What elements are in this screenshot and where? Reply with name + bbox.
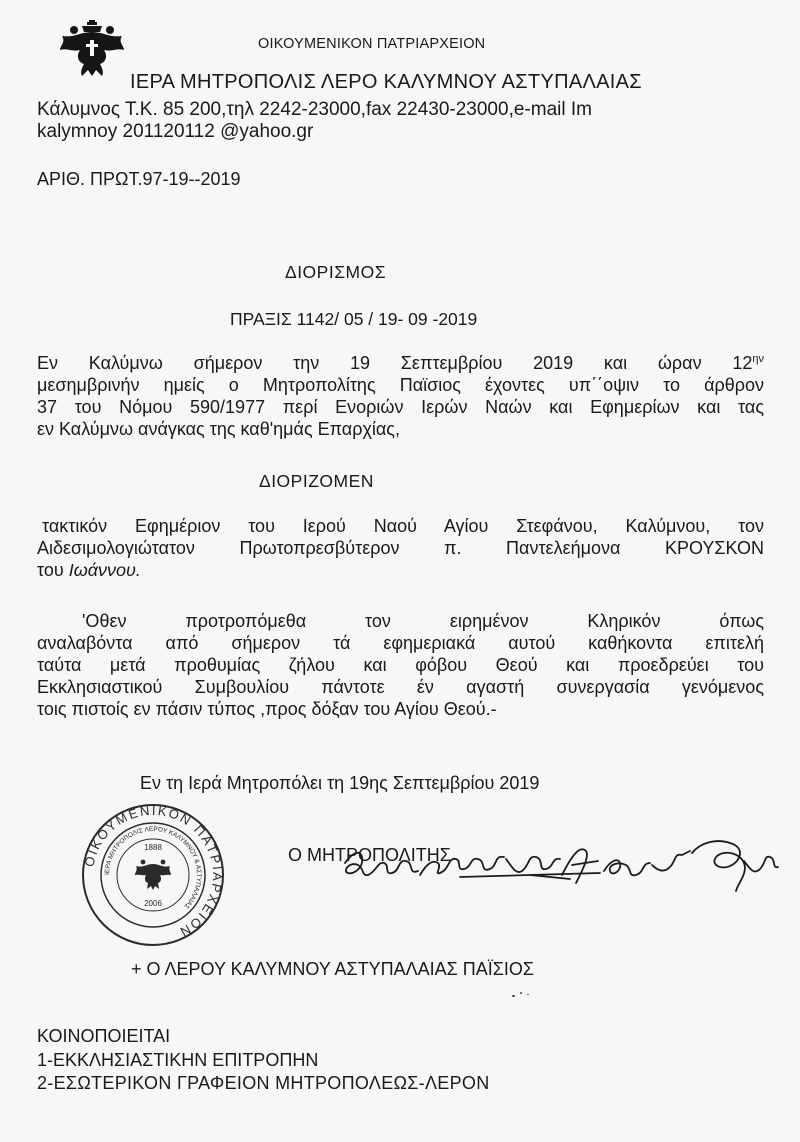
handwritten-signature bbox=[340, 835, 780, 910]
distribution-item: 2-ΕΣΩΤΕΡΙΚΟΝ ΓΡΑΦΕΙΟΝ ΜΗΤΡΟΠΟΛΕΩΣ-ΛΕΡΟΝ bbox=[37, 1073, 490, 1093]
paragraph-appointee bbox=[37, 515, 764, 581]
paragraph-line: αναλαβόντα από σήμερον τά εφημεριακά αυτού καθήκοντα επιτελή bbox=[37, 633, 764, 653]
seal-year-top: 1888 bbox=[144, 843, 162, 852]
seal-year-bottom: 2006 bbox=[144, 899, 162, 908]
distribution-item: 1-ΕΚΚΛΗΣΙΑΣΤΙΚΗΝ ΕΠΙΤΡΟΠΗΝ bbox=[37, 1050, 319, 1070]
paragraph-exhortation-first bbox=[82, 610, 764, 632]
paragraph-line: τοις πιστοίς εν πάσιν τύπος ,προς δόξαν του Αγίου Θεού.- bbox=[37, 699, 497, 719]
act-number: ΠΡΑΞΙΣ 1142/ 05 / 19- 09 -2019 bbox=[230, 309, 478, 329]
paragraph-line: ταύτα μετά προθυμίας ζήλου και φόβου Θεού και προεδρεύει του bbox=[37, 655, 764, 675]
double-headed-eagle-icon bbox=[58, 20, 126, 78]
scan-speck bbox=[527, 994, 529, 995]
signer-name: + Ο ΛΕΡΟΥ ΚΑΛΥΜΝΟΥ ΑΣΤΥΠΑΛΑΙΑΣ ΠΑΪΣΙΟΣ bbox=[131, 959, 535, 979]
appointment-heading: ΔΙΟΡΙΖΟΜΕΝ bbox=[259, 471, 374, 491]
official-seal bbox=[78, 800, 228, 950]
double-headed-eagle-icon bbox=[135, 860, 171, 890]
paragraph-line: Αιδεσιμολογιώτατον Πρωτοπρεσβύτερον π. Παντελεήμονα ΚΡΟΥΣΚΟΝ bbox=[37, 538, 764, 558]
father-name: Ιωάννου. bbox=[68, 560, 141, 580]
scan-speck bbox=[512, 995, 515, 997]
signatory-title: Ο ΜΗΤΡΟΠΟΛΙΤΗΣ bbox=[288, 845, 451, 865]
metropolis-name: ΙΕΡΑ ΜΗΤΡΟΠΟΛΙΣ ΛΕΡΟ ΚΑΛΥΜΝΟΥ ΑΣΤΥΠΑΛΑΙΑΣ bbox=[130, 71, 642, 93]
paragraph-line: Εκκλησιαστικού Συμβουλίου πάντοτε έν αγαστή συνεργασία γενόμενος bbox=[37, 677, 764, 697]
scan-speck bbox=[520, 992, 522, 994]
patriarchate-name: ΟΙΚΟΥΜΕΝΙΚΟΝ ΠΑΤΡΙΑΡΧΕΙΟΝ bbox=[258, 36, 486, 52]
superscript: ην bbox=[752, 353, 764, 365]
paragraph-line: τακτικόν Εφημέριον του Ιερού Ναού Αγίου Στεφάνου, Καλύμνου, τον bbox=[42, 516, 764, 536]
contact-line: Κάλυμνος Τ.Κ. 85 200,τηλ 2242-23000,fax 22430-23000,e-mail Im bbox=[37, 99, 592, 120]
paragraph-line: 37 του Νόμου 590/1977 περί Ενοριών Ιερών Ναών και Εφημερίων και τας bbox=[37, 397, 764, 417]
paragraph-line: Εν Καλύμνω σήμερον την 19 Σεπτεμβρίου 2019 και ώραν $12^{\eta\nu}$ bbox=[37, 353, 764, 373]
paragraph-preamble bbox=[37, 348, 764, 440]
contact-email-line: kalymnoy 201120112 @yahoo.gr bbox=[37, 121, 314, 142]
seal-outer-text: ΟΙΚΟΥΜΕΝΙΚΟΝ ΠΑΤΡΙΑΡΧΕΙΟΝ bbox=[81, 802, 226, 941]
protocol-number: ΑΡΙΘ. ΠΡΩΤ.97-19--2019 bbox=[37, 169, 241, 189]
paragraph-line: του Ιωάννου. bbox=[37, 560, 141, 580]
paragraph-line: μεσημβρινήν ημείς ο Μητροπολίτης Παϊσιος έχοντες υπ΄΄οψιν το άρθρον bbox=[37, 375, 764, 395]
paragraph-line: εν Καλύμνω ανάγκας της καθ'ημάς Επαρχίας, bbox=[37, 419, 400, 439]
distribution-title: ΚΟΙΝΟΠΟΙΕΙΤΑΙ bbox=[37, 1026, 171, 1046]
paragraph-line: 'Οθεν προτροπόμεθα τον ειρημένον Κληρικόν όπως bbox=[82, 611, 764, 631]
paragraph-exhortation bbox=[37, 632, 764, 720]
date-line: Εν τη Ιερά Μητροπόλει τη 19ης Σεπτεμβρίου 2019 bbox=[140, 773, 540, 793]
document-heading: ΔΙΟΡΙΣΜΟΣ bbox=[285, 262, 387, 282]
seal-inner-text: ΙΕΡΑ ΜΗΤΡΟΠΟΛΙΣ ΛΕΡΟΥ ΚΑΛΥΜΝΟΥ & ΑΣΤΥΠΑΛΑΙΑΣ bbox=[103, 825, 203, 910]
